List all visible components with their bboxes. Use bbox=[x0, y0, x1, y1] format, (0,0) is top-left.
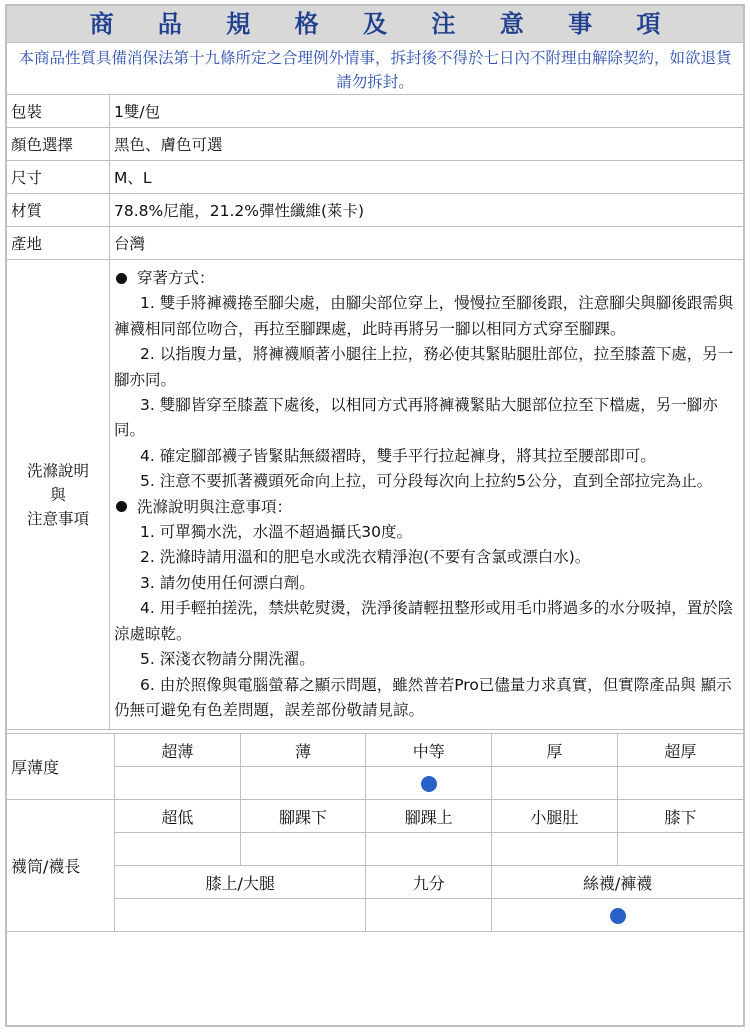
length-marker-cell bbox=[366, 833, 492, 866]
list-item: 2. 以指腹力量，將褲襪順著小腿往上拉，務必使其緊貼腿肚部位，拉至膝蓋下處，另一腳亦同。 bbox=[114, 345, 734, 389]
spec-label: 產地 bbox=[7, 227, 110, 260]
list-item: 1. 雙手將褲襪捲至腳尖處，由腳尖部位穿上，慢慢拉至腳後跟，注意腳尖與腳後跟需與褲襪相同部位吻合，再拉至腳踝處，此時再將另一腳以相同方式穿至腳踝。 bbox=[114, 294, 734, 338]
list-item: 6. 由於照像與電腦螢幕之顯示問題，雖然普若Pro已儘量力求真實，但實際產品與 顯示仍無可避免有色差問題，誤差部份敬請見諒。 bbox=[114, 675, 732, 719]
spec-row-material bbox=[7, 194, 743, 227]
sheet-title: 商 品 規 格 及 注 意 事 項 bbox=[7, 6, 743, 43]
length-marker-cell bbox=[115, 833, 241, 866]
length-option: 九分 bbox=[366, 866, 492, 899]
thickness-marker-cell bbox=[115, 767, 241, 800]
care-row bbox=[7, 260, 743, 730]
product-spec-sheet bbox=[5, 4, 745, 1027]
length-option: 超低 bbox=[115, 800, 241, 833]
spec-row-origin bbox=[7, 227, 743, 260]
list-item: 1. 可單獨水洗，水溫不超過攝氏30度。 bbox=[140, 523, 412, 542]
length-marker-cell bbox=[492, 833, 618, 866]
thickness-marker-row bbox=[7, 767, 743, 800]
care-label-line: 注意事項 bbox=[26, 509, 89, 528]
thickness-marker-cell bbox=[366, 767, 492, 800]
bullet-icon bbox=[116, 501, 127, 512]
spec-row-package bbox=[7, 95, 743, 128]
thickness-option: 中等 bbox=[366, 734, 492, 767]
thickness-option: 薄 bbox=[240, 734, 366, 767]
length-option: 腳踝下 bbox=[240, 800, 366, 833]
length-marker-cell bbox=[115, 899, 366, 932]
length-marker-cell bbox=[240, 833, 366, 866]
length-option: 絲襪/褲襪 bbox=[492, 866, 743, 899]
list-item: 4. 用手輕拍搓洗，禁烘乾熨燙，洗淨後請輕扭整形或用毛巾將過多的水分吸掉，置於陰涼處晾乾。 bbox=[114, 599, 734, 643]
list-item: 4. 確定腳部襪子皆緊貼無綴褶時，雙手平行拉起褲身，將其拉至腰部即可。 bbox=[140, 446, 656, 465]
spec-value: 黑色、膚色可選 bbox=[110, 128, 744, 161]
selected-dot-icon bbox=[421, 776, 437, 792]
length-label: 襪筒/襪長 bbox=[7, 800, 115, 932]
length-options-row bbox=[7, 800, 743, 833]
spec-table bbox=[7, 95, 743, 730]
thickness-options-row bbox=[7, 734, 743, 767]
list-item: 3. 請勿使用任何漂白劑。 bbox=[140, 573, 315, 592]
selected-dot-icon bbox=[610, 908, 626, 924]
length-table bbox=[7, 800, 743, 932]
thickness-option: 厚 bbox=[492, 734, 618, 767]
list-item: 2. 洗滌時請用溫和的肥皂水或洗衣精淨泡(不要有含氯或漂白水)。 bbox=[140, 548, 591, 567]
length-marker-cell bbox=[617, 833, 743, 866]
thickness-label: 厚薄度 bbox=[7, 734, 115, 800]
thickness-marker-cell bbox=[240, 767, 366, 800]
section-title: 穿著方式： bbox=[137, 269, 215, 287]
spec-value: 台灣 bbox=[110, 227, 744, 260]
spec-label: 尺寸 bbox=[7, 161, 110, 194]
list-item: 5. 注意不要抓著襪頭死命向上拉，可分段每次向上拉約5公分，直到全部拉完為止。 bbox=[140, 472, 713, 491]
thickness-option: 超薄 bbox=[115, 734, 241, 767]
thickness-marker-cell bbox=[492, 767, 618, 800]
care-instructions bbox=[110, 260, 744, 730]
length-option: 小腿肚 bbox=[492, 800, 618, 833]
length-marker-cell bbox=[492, 899, 743, 932]
list-item: 3. 雙腳皆穿至膝蓋下處後，以相同方式再將褲襪緊貼大腿部位拉至下檔處，另一腳亦同。 bbox=[114, 396, 718, 440]
length-marker-cell bbox=[366, 899, 492, 932]
care-label-line: 洗滌說明 bbox=[26, 461, 89, 480]
bullet-icon bbox=[116, 273, 127, 284]
section-title: 洗滌說明與注意事項： bbox=[137, 497, 293, 516]
care-label bbox=[7, 260, 110, 730]
thickness-table bbox=[7, 734, 743, 800]
spec-label: 材質 bbox=[7, 194, 110, 227]
spec-label: 包裝 bbox=[7, 95, 110, 128]
length-marker-row bbox=[7, 833, 743, 866]
length-options-row-2 bbox=[7, 866, 743, 899]
section-heading bbox=[114, 495, 739, 520]
return-policy-notice: 本商品性質具備消保法第十九條所定之合理例外情事，拆封後不得於七日內不附理由解除契約，如欲退貨請勿拆封。 bbox=[7, 43, 743, 95]
list-item: 5. 深淺衣物請分開洗濯。 bbox=[140, 650, 315, 669]
spec-label: 顏色選擇 bbox=[7, 128, 110, 161]
spec-value: 1雙/包 bbox=[110, 95, 744, 128]
spec-row-size bbox=[7, 161, 743, 194]
spec-value: M、L bbox=[110, 161, 744, 194]
thickness-marker-cell bbox=[617, 767, 743, 800]
spec-row-color bbox=[7, 128, 743, 161]
care-label-line: 與 bbox=[50, 485, 66, 504]
section-heading bbox=[114, 266, 739, 291]
length-option: 膝下 bbox=[617, 800, 743, 833]
length-marker-row-2 bbox=[7, 899, 743, 932]
spec-value: 78.8%尼龍，21.2%彈性纖維(萊卡) bbox=[110, 194, 744, 227]
thickness-option: 超厚 bbox=[617, 734, 743, 767]
length-option: 膝上/大腿 bbox=[115, 866, 366, 899]
length-option: 腳踝上 bbox=[366, 800, 492, 833]
